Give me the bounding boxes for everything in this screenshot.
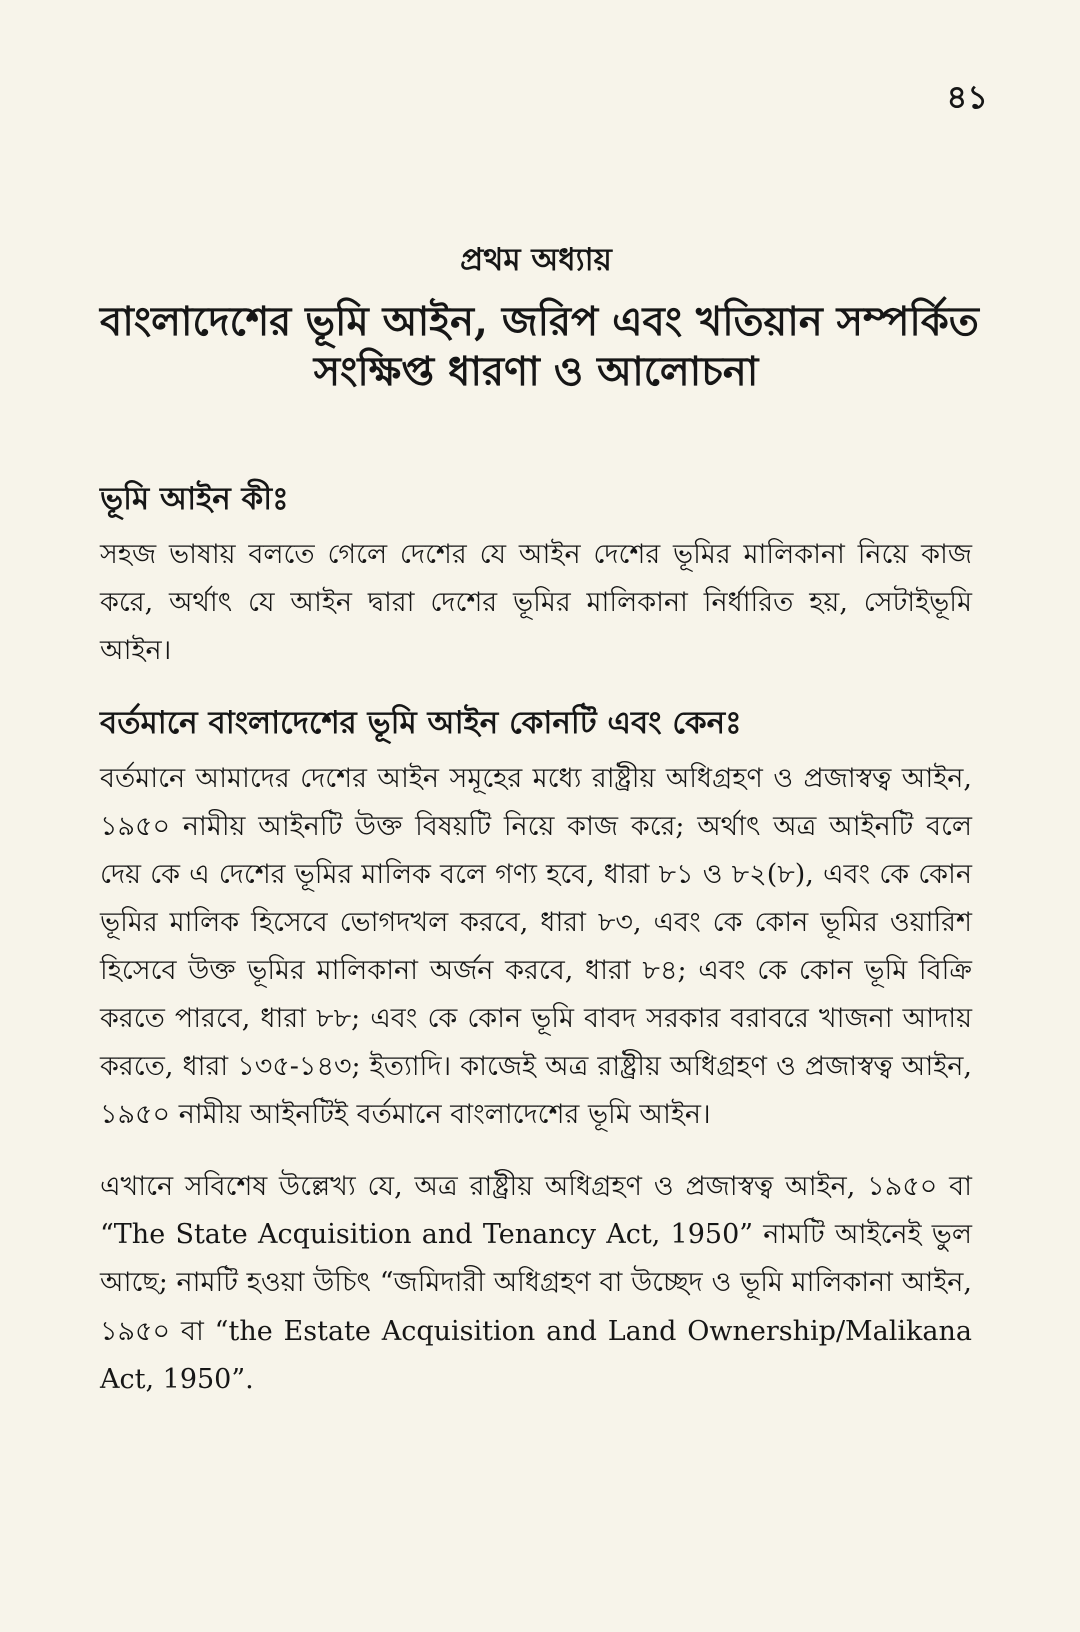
section-land-law-definition — [100, 479, 972, 675]
section-heading-current-land-law: বর্তমানে বাংলাদেশের ভূমি আইন কোনটি এবং কেনঃ — [100, 705, 742, 742]
paragraph-current-land-law: বর্তমানে আমাদের দেশের আইন সমূহের মধ্যে রাষ্ট্রীয় অধিগ্রহণ ও প্রজাস্বত্ব আইন, ১৯৫০ নামীয় আইনটি উক্ত বিষয়টি নিয়ে কাজ করে; অর্থাৎ অত্র আইনটি বলে দেয় কে এ দেশের ভূমির মালিক বলে গণ্য হবে, ধারা ৮১ ও ৮২(৮), এবং কে কোন ভূমির মালিক হিসেবে ভোগদখল করবে, ধারা ৮৩, এবং কে কোন ভূমির ওয়ারিশ হিসেবে উক্ত ভূমির মালিকানা অর্জন করবে, ধারা ৮৪; এবং কে কোন ভূমি বিক্রি করতে পারবে, ধারা ৮৮; এবং কে কোন ভূমি বাবদ সরকার বরাবরে খাজনা আদায় করতে, ধারা ১৩৫-১৪৩; ইত্যাদি। কাজেই অত্র রাষ্ট্রীয় অধিগ্রহণ ও প্রজাস্বত্ব আইন, ১৯৫০ নামীয় আইনটিই বর্তমানে বাংলাদেশের ভূমি আইন। — [100, 763, 972, 1131]
chapter-label: প্রথম অধ্যায় — [460, 242, 612, 278]
section-heading-land-law: ভূমি আইন কীঃ — [100, 481, 289, 518]
paragraph-name-note: এখানে সবিশেষ উল্লেখ্য যে, অত্র রাষ্ট্রীয় অধিগ্রহণ ও প্রজাস্বত্ব আইন, ১৯৫০ বা “The State Acquisition and Tenancy Act, 1950” নামটি আইনেই ভুল আছে; নামটি হওয়া উচিৎ “জমিদারী অধিগ্রহণ বা উচ্ছেদ ও ভূমি মালিকানা আইন, ১৯৫০ বা “the Estate Acquisition and Land Ownership/Malikana Act, 1950”. — [100, 1171, 972, 1395]
page-number: ৪১ — [946, 78, 988, 116]
chapter-title-line-1: বাংলাদেশের ভূমি আইন, জরিপ এবং খতিয়ান সম্পর্কিত — [100, 298, 979, 346]
page-content — [100, 242, 979, 1432]
chapter-title — [100, 297, 979, 397]
paragraph-land-law-definition: সহজ ভাষায় বলতে গেলে দেশের যে আইন দেশের ভূমির মালিকানা নিয়ে কাজ করে, অর্থাৎ যে আইন দ্বারা দেশের ভূমির মালিকানা নির্ধারিত হয়, সেটাইভূমি আইন। — [100, 539, 972, 667]
chapter-title-line-2: সংক্ষিপ্ত ধারণা ও আলোচনা — [313, 348, 759, 396]
section-current-land-law — [100, 703, 972, 1403]
